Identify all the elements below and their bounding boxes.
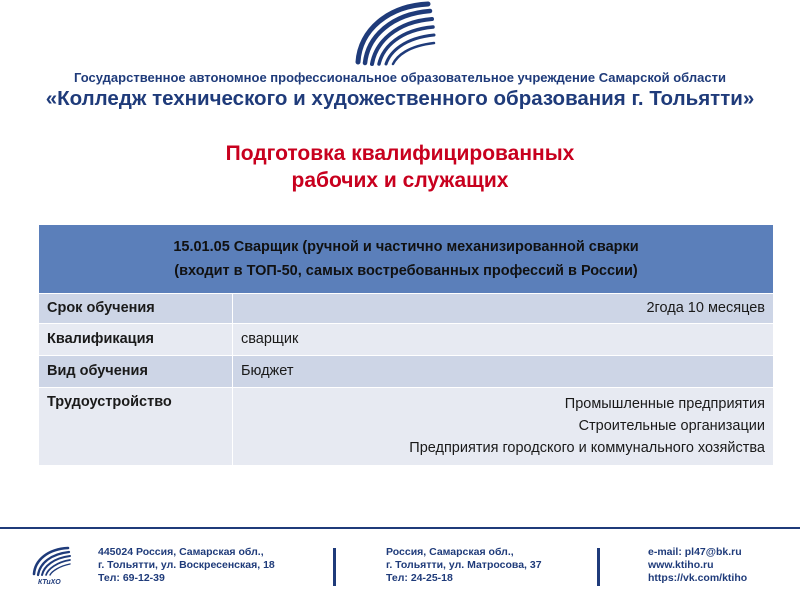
footer-vk-link[interactable]: https://vk.com/ktiho <box>648 572 748 584</box>
footer-separator <box>597 548 600 586</box>
row-value-study-type: Бюджет <box>233 356 774 388</box>
footer-text: Россия, Самарская обл., <box>386 546 514 558</box>
footer-divider <box>0 527 800 529</box>
row-label-qualification: Квалификация <box>39 324 233 356</box>
college-logo-icon <box>348 0 436 70</box>
row-value-qualification: сварщик <box>233 324 774 356</box>
footer-logo-text: КТиХО <box>38 579 61 586</box>
employment-item: Строительные организации <box>578 418 765 434</box>
employment-item: Промышленные предприятия <box>564 396 765 412</box>
employment-item: Предприятия городского и коммунального хозяйства <box>409 440 765 456</box>
table-header-row <box>39 225 774 294</box>
program-info-table <box>38 224 774 466</box>
row-label-study-type: Вид обучения <box>39 356 233 388</box>
footer-contacts <box>648 546 747 585</box>
table-row <box>39 324 774 356</box>
footer-email-link[interactable]: e-mail: pl47@bk.ru <box>648 546 742 558</box>
table-row <box>39 356 774 388</box>
footer-address-1 <box>98 546 275 585</box>
row-label-duration: Срок обучения <box>39 294 233 324</box>
header-line1: 15.01.05 Сварщик (ручной и частично механизированной сварки <box>173 239 639 255</box>
row-value-duration: 2года 10 месяцев <box>233 294 774 324</box>
table-row <box>39 388 774 466</box>
header-line2: (входит в ТОП-50, самых востребованных профессий в России) <box>174 263 638 279</box>
page-title <box>0 140 800 194</box>
title-line1: Подготовка квалифицированных <box>225 142 575 165</box>
org-name-line2: «Колледж технического и художественного образования г. Тольятти» <box>45 87 755 110</box>
footer-text: Тел: 24-25-18 <box>386 572 453 584</box>
table-row <box>39 294 774 324</box>
footer-website-link[interactable]: www.ktiho.ru <box>648 559 714 571</box>
footer-text: Тел: 69-12-39 <box>98 572 165 584</box>
org-name-line1: Государственное автономное профессиональное образовательное учреждение Самарской области <box>74 70 726 85</box>
footer-text: г. Тольятти, ул. Воскресенская, 18 <box>98 559 275 571</box>
footer-separator <box>333 548 336 586</box>
table-header-cell <box>39 225 774 294</box>
row-label-employment: Трудоустройство <box>39 388 233 466</box>
title-line2: рабочих и служащих <box>291 169 509 192</box>
footer-address-2 <box>386 546 542 585</box>
college-logo-small-icon <box>28 546 72 586</box>
footer-text: 445024 Россия, Самарская обл., <box>98 546 264 558</box>
row-value-employment <box>233 388 774 466</box>
footer-text: г. Тольятти, ул. Матросова, 37 <box>386 559 542 571</box>
